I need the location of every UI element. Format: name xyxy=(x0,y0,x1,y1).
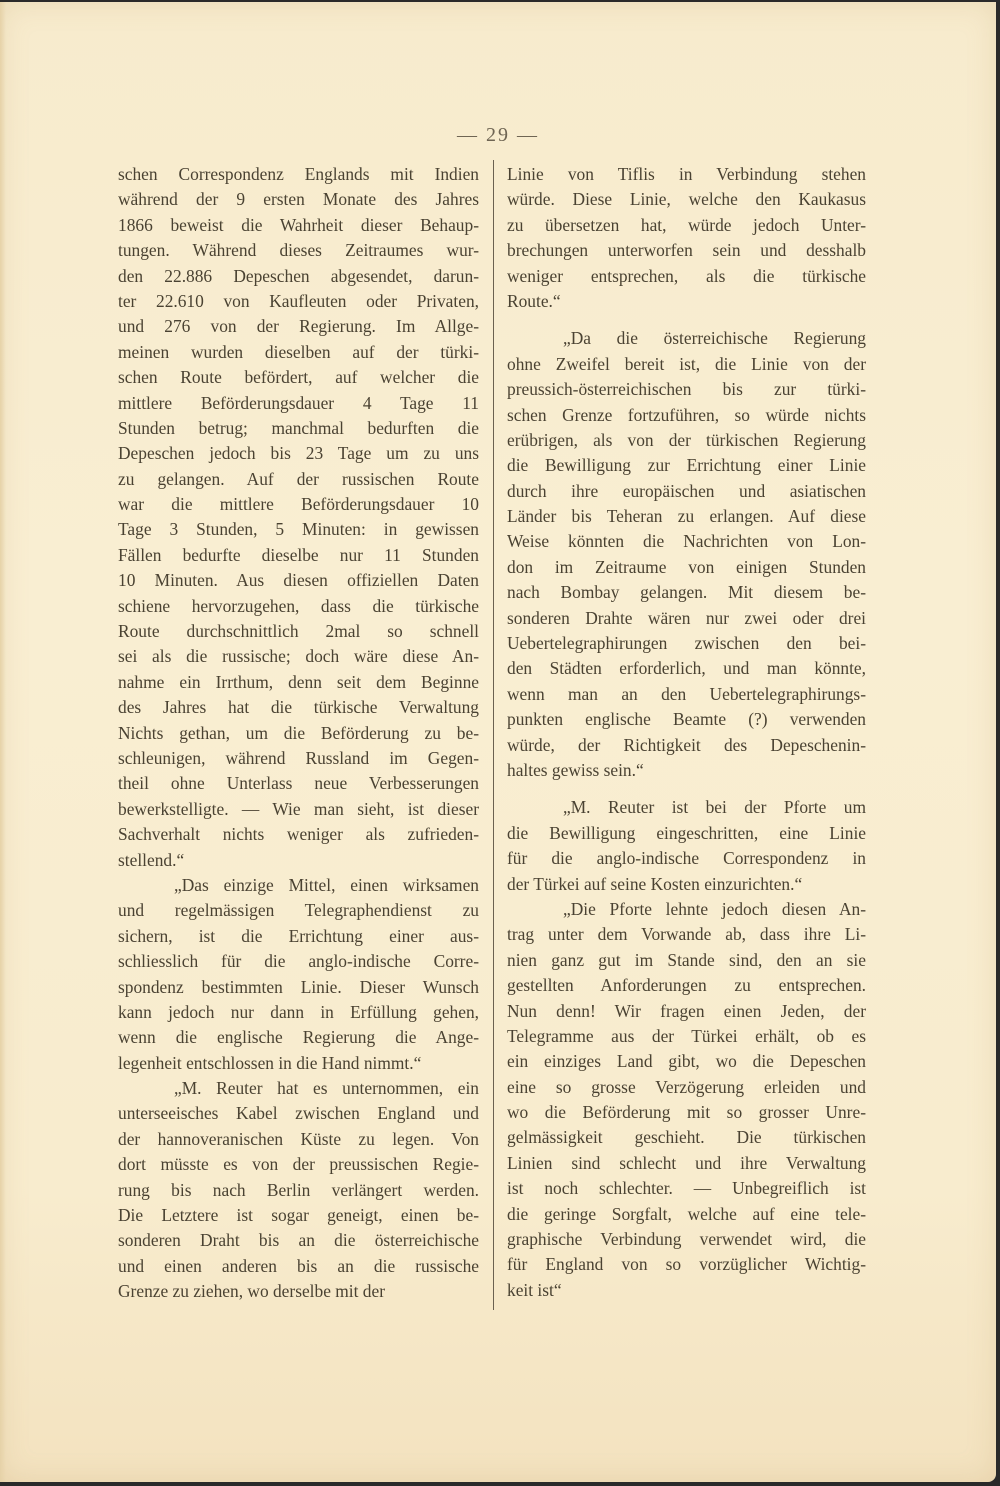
text-line: Fällen bedurfte dieselbe nur 11 Stunden xyxy=(118,544,479,565)
text-line: Nun denn! Wir fragen einen Jeden, der xyxy=(507,1000,866,1021)
text-line: nahme ein Irrthum, denn seit dem Beginne xyxy=(118,671,479,692)
left-column xyxy=(118,162,479,1305)
text-line: ter 22.610 von Kaufleuten oder Privaten, xyxy=(118,290,479,311)
text-line: legenheit entschlossen in die Hand nimmt.“ xyxy=(118,1052,422,1073)
text-line: zu übersetzen hat, würde jedoch Unter- xyxy=(507,214,866,235)
text-line: „Die Pforte lehnte jedoch diesen An- xyxy=(563,898,866,919)
text-line: nach Bombay gelangen. Mit diesem be- xyxy=(507,582,866,603)
text-line: Die Letztere ist sogar geneigt, einen be- xyxy=(118,1205,479,1226)
text-line: den 22.886 Depeschen abgesendet, darun- xyxy=(118,265,479,286)
text-line: Linie von Tiflis in Verbindung stehen xyxy=(507,164,866,184)
text-line: die Bewilligung eingeschritten, eine Linie xyxy=(507,822,866,843)
text-line: wenn man an den Uebertelegraphirungs- xyxy=(507,683,866,704)
text-line: eine so grosse Verzögerung erleiden und xyxy=(507,1076,866,1097)
text-line: Weise könnten die Nachrichten von Lon- xyxy=(507,531,866,552)
text-line: 1866 beweist die Wahrheit dieser Behaup- xyxy=(118,214,479,235)
text-line: tungen. Während dieses Zeitraumes wur- xyxy=(118,240,479,261)
text-line: dort müsste es von der preussischen Regie- xyxy=(118,1154,479,1175)
paragraph-gap xyxy=(507,314,866,326)
text-line: während der 9 ersten Monate des Jahres xyxy=(118,189,479,210)
text-line: unterseeisches Kabel zwischen England und xyxy=(118,1103,479,1124)
text-line: sonderen Draht bis an die österreichische xyxy=(118,1230,479,1251)
text-line: brechungen unterworfen sein und desshalb xyxy=(507,240,866,261)
text-line: schen Route befördert, auf welcher die xyxy=(118,367,479,388)
text-line: preussich-österreichischen bis zur türki- xyxy=(507,379,866,400)
text-line: trag unter dem Vorwande ab, dass ihre Li- xyxy=(507,924,866,945)
text-line: wenn die englische Regierung die Ange- xyxy=(118,1027,479,1048)
text-line: die Bewilligung zur Errichtung einer Linie xyxy=(507,455,866,476)
text-line: don im Zeitraume von einigen Stunden xyxy=(507,556,866,577)
text-line: stellend.“ xyxy=(118,849,185,870)
text-line: „M. Reuter ist bei der Pforte um xyxy=(563,797,866,818)
paragraph xyxy=(507,326,866,783)
text-line: und einen anderen bis an die russische xyxy=(118,1255,479,1276)
text-line: Nichts gethan, um die Beförderung zu be- xyxy=(118,722,479,743)
text-line: sonderen Drahte wären nur zwei oder drei xyxy=(507,607,866,628)
text-line: wo die Beförderung mit so grosser Unre- xyxy=(507,1102,866,1123)
paragraph-gap xyxy=(507,783,866,795)
text-line: Grenze zu ziehen, wo derselbe mit der xyxy=(118,1281,386,1302)
text-line: „M. Reuter hat es unternommen, ein xyxy=(174,1078,479,1099)
paragraph xyxy=(118,1076,479,1305)
text-line: 10 Minuten. Aus diesen offiziellen Daten xyxy=(118,570,479,591)
text-line: kann jedoch nur dann in Erfüllung gehen, xyxy=(118,1001,479,1022)
text-line: Depeschen jedoch bis 23 Tage um zu uns xyxy=(118,443,479,464)
text-line: schliesslich für die anglo-indische Corre- xyxy=(118,951,479,972)
text-line: spondenz bestimmten Linie. Dieser Wunsch xyxy=(118,976,479,997)
column-divider xyxy=(493,160,494,1310)
text-line: schiene hervorzugehen, dass die türkische xyxy=(118,595,479,616)
paragraph xyxy=(507,897,866,1303)
text-line: „Da die österreichische Regierung xyxy=(563,328,866,349)
text-line: „Das einzige Mittel, einen wirksamen xyxy=(174,874,479,895)
text-line: durch ihre europäischen und asiatischen xyxy=(507,480,866,501)
text-line: nien ganz gut im Stande sind, den an sie xyxy=(507,949,866,970)
text-line: meinen wurden dieselben auf der türki- xyxy=(118,341,479,362)
text-line: weniger entsprechen, als die türkische xyxy=(507,265,866,286)
text-line: rung bis nach Berlin verlängert werden. xyxy=(118,1179,479,1200)
text-line: war die mittlere Beförderungsdauer 10 xyxy=(118,494,479,515)
text-line: des Jahres hat die türkische Verwaltung xyxy=(118,697,479,718)
text-line: Tage 3 Stunden, 5 Minuten: in gewissen xyxy=(118,519,479,540)
book-page xyxy=(0,2,996,1482)
text-line: erübrigen, als von der türkischen Regierung xyxy=(507,429,866,450)
text-line: würde, der Richtigkeit des Depeschenin- xyxy=(507,734,866,755)
text-line: sichern, ist die Errichtung einer aus- xyxy=(118,925,479,946)
page-number: — 29 — xyxy=(457,124,539,146)
text-line: mittlere Beförderungsdauer 4 Tage 11 xyxy=(118,392,479,413)
text-line: ein einziges Land gibt, wo die Depeschen xyxy=(507,1051,866,1072)
right-column xyxy=(507,162,866,1303)
text-line: für England von so vorzüglicher Wichtig- xyxy=(507,1254,866,1275)
paragraph xyxy=(118,873,479,1076)
text-line: die geringe Sorgfalt, welche auf eine tele- xyxy=(507,1203,866,1224)
text-line: gelmässigkeit geschieht. Die türkischen xyxy=(507,1127,866,1148)
text-line: gestellten Anforderungen zu entsprechen. xyxy=(507,975,866,996)
text-line: Sachverhalt nichts weniger als zufrieden- xyxy=(118,824,479,845)
text-line: Route durchschnittlich 2mal so schnell xyxy=(118,621,479,642)
text-line: schen Grenze fortzuführen, so würde nichts xyxy=(507,404,866,425)
text-line: und 276 von der Regierung. Im Allge- xyxy=(118,316,479,337)
text-line: den Städten erforderlich, und man könnte, xyxy=(507,658,866,679)
text-line: ohne Zweifel bereit ist, die Linie von der xyxy=(507,353,866,374)
text-line: für die anglo-indische Correspondenz in xyxy=(507,848,866,869)
text-line: der Türkei auf seine Kosten einzurichten.“ xyxy=(507,873,803,894)
text-line: haltes gewiss sein.“ xyxy=(507,759,644,780)
paragraph xyxy=(118,162,479,873)
text-line: punkten englische Beamte (?) verwenden xyxy=(507,709,866,730)
text-line: Uebertelegraphirungen zwischen den bei- xyxy=(507,633,866,654)
text-line: schleunigen, während Russland im Gegen- xyxy=(118,747,479,768)
text-line: würde. Diese Linie, welche den Kaukasus xyxy=(507,189,866,210)
text-line: und regelmässigen Telegraphendienst zu xyxy=(118,900,479,921)
text-line: Länder bis Teheran zu erlangen. Auf diese xyxy=(507,506,866,527)
text-line: Telegramme aus der Türkei erhält, ob es xyxy=(507,1025,866,1046)
text-line: ist noch schlechter. — Unbegreiflich ist xyxy=(507,1178,866,1199)
text-line: Route.“ xyxy=(507,290,561,311)
text-line: schen Correspondenz Englands mit Indien xyxy=(118,164,479,184)
paragraph xyxy=(507,795,866,897)
text-line: theil ohne Unterlass neue Verbesserungen xyxy=(118,773,479,794)
paragraph xyxy=(507,162,866,314)
text-line: keit ist“ xyxy=(507,1279,562,1300)
text-line: der hannoveranischen Küste zu legen. Von xyxy=(118,1128,479,1149)
text-line: bewerkstelligte. — Wie man sieht, ist dieser xyxy=(118,798,479,819)
text-line: Linien sind schlecht und ihre Verwaltung xyxy=(507,1152,866,1173)
text-line: zu gelangen. Auf der russischen Route xyxy=(118,468,479,489)
text-line: graphische Verbindung verwendet wird, die xyxy=(507,1229,866,1250)
text-line: sei als die russische; doch wäre diese An- xyxy=(118,646,479,667)
text-line: Stunden betrug; manchmal bedurften die xyxy=(118,417,479,438)
